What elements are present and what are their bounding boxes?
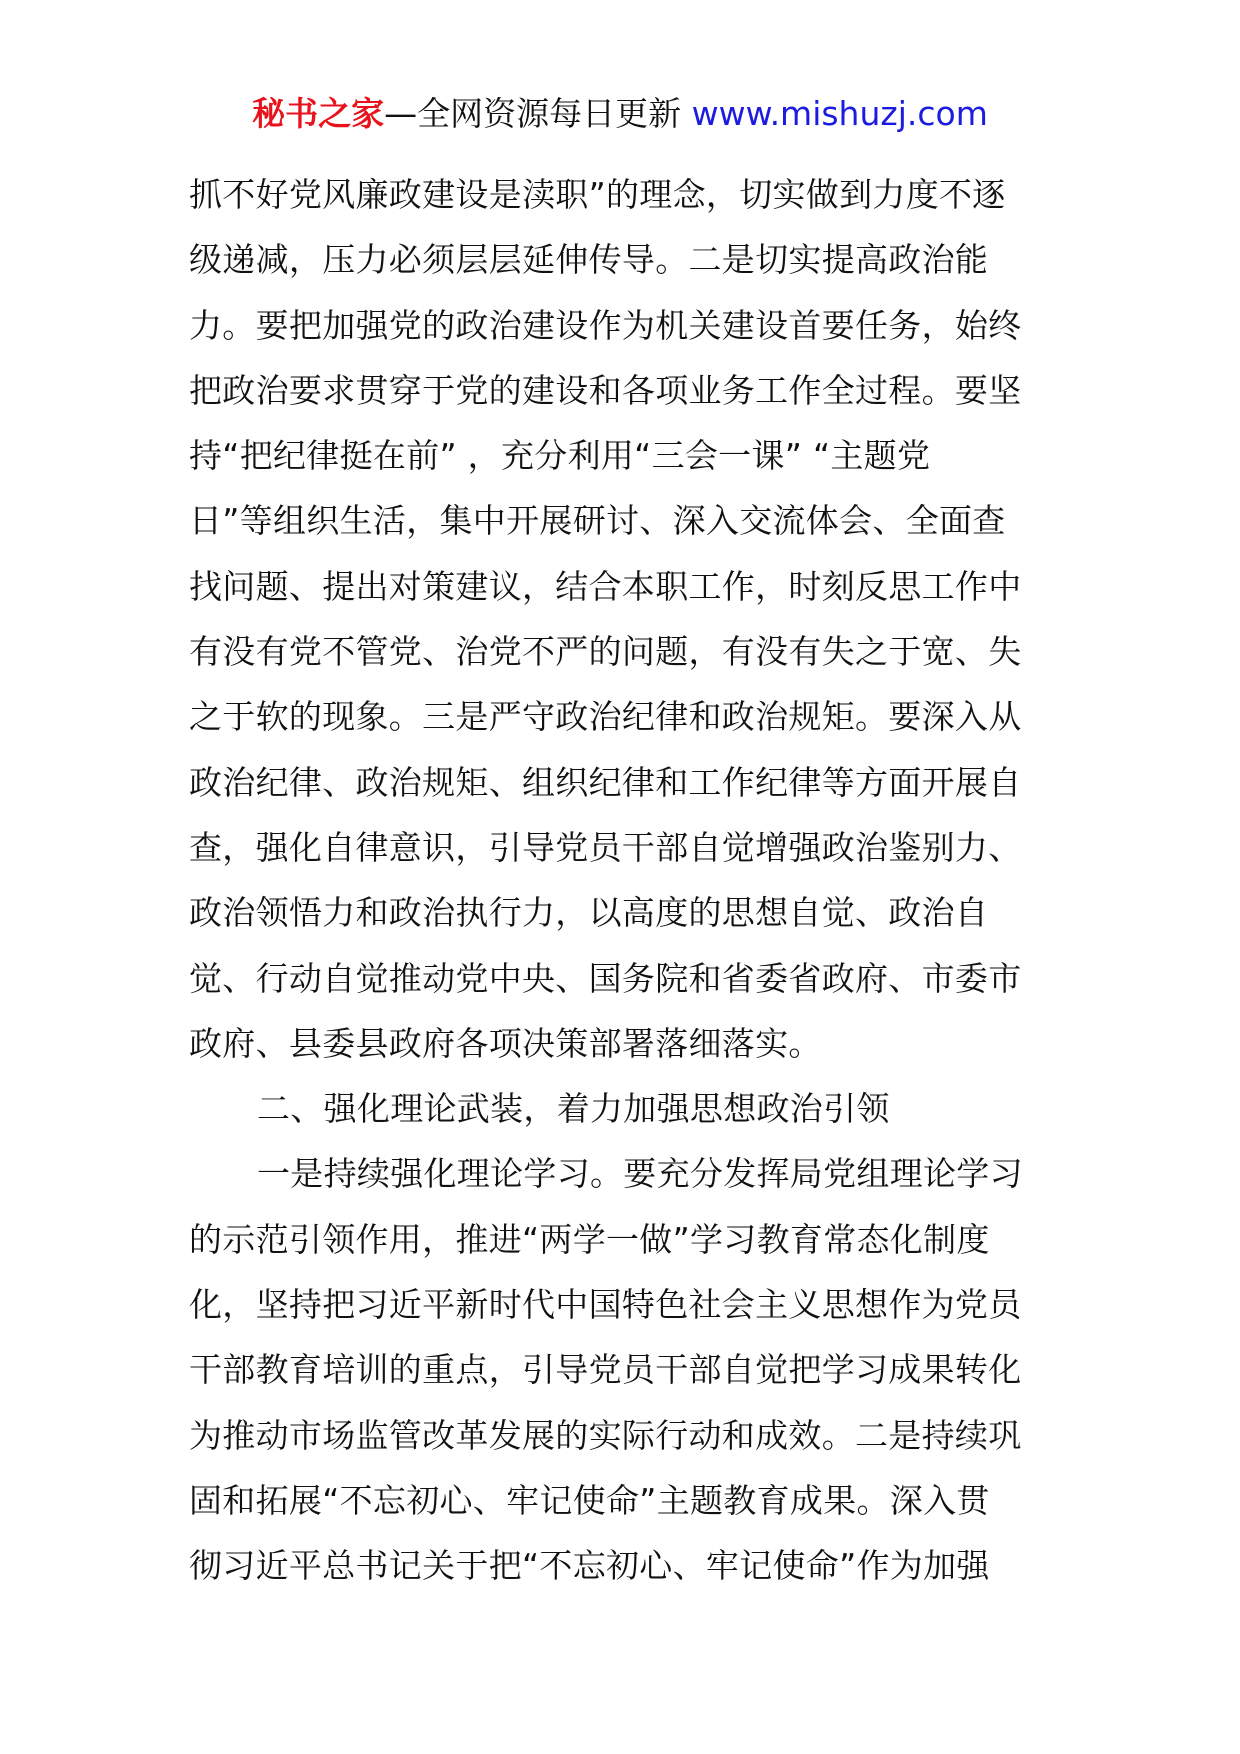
paragraph-line: 力。要把加强党的政治建设作为机关建设首要任务，始终	[189, 305, 1022, 345]
paragraph-line: 持“把纪律挺在前” ，充分利用“三会一课” “主题党	[189, 436, 931, 476]
paragraph-line: 干部教育培训的重点，引导党员干部自觉把学习成果转化	[189, 1350, 1022, 1390]
paragraph-line: 的示范引领作用，推进“两学一做”学习教育常态化制度	[189, 1219, 990, 1259]
paragraph-line: 政治领悟力和政治执行力，以高度的思想自觉、政治自	[189, 893, 989, 933]
paragraph-line: 之于软的现象。三是严守政治纪律和政治规矩。要深入从	[189, 697, 1022, 737]
paragraph-line: 政府、县委县政府各项决策部署落细落实。	[189, 1023, 822, 1063]
section-heading: 二、强化理论武装，着力加强思想政治引领	[257, 1089, 890, 1129]
site-brand: 秘书之家	[252, 94, 385, 133]
paragraph-line: 有没有党不管党、治党不严的问题，有没有失之于宽、失	[189, 632, 1022, 672]
paragraph-line: 把政治要求贯穿于党的建设和各项业务工作全过程。要坚	[189, 370, 1022, 410]
paragraph-line: 找问题、提出对策建议，结合本职工作，时刻反思工作中	[189, 566, 1022, 606]
paragraph-line: 政治纪律、政治规矩、组织纪律和工作纪律等方面开展自	[189, 762, 1022, 802]
paragraph-line: 化，坚持把习近平新时代中国特色社会主义思想作为党员	[189, 1285, 1022, 1325]
site-header	[0, 92, 1240, 136]
document-body	[189, 162, 1064, 1599]
paragraph-line: 觉、行动自觉推动党中央、国务院和省委省政府、市委市	[189, 958, 1022, 998]
paragraph-line: 级递减，压力必须层层延伸传导。二是切实提高政治能	[189, 240, 989, 280]
paragraph-line: 查，强化自律意识，引导党员干部自觉增强政治鉴别力、	[189, 827, 1022, 867]
paragraph-line: 固和拓展“不忘初心、牢记使命”主题教育成果。深入贯	[189, 1480, 990, 1520]
site-url-link[interactable]: www.mishuzj.com	[691, 94, 988, 133]
paragraph-line: 彻习近平总书记关于把“不忘初心、牢记使命”作为加强	[189, 1546, 990, 1586]
paragraph-line: 为推动市场监管改革发展的实际行动和成效。二是持续巩	[189, 1415, 1022, 1455]
paragraph-line: 一是持续强化理论学习。要充分发挥局党组理论学习	[257, 1154, 1023, 1194]
paragraph-line: 日”等组织生活，集中开展研讨、深入交流体会、全面查	[189, 501, 1006, 541]
site-tagline: —全网资源每日更新	[384, 94, 682, 133]
paragraph-line: 抓不好党风廉政建设是渎职”的理念，切实做到力度不逐	[189, 175, 1006, 214]
